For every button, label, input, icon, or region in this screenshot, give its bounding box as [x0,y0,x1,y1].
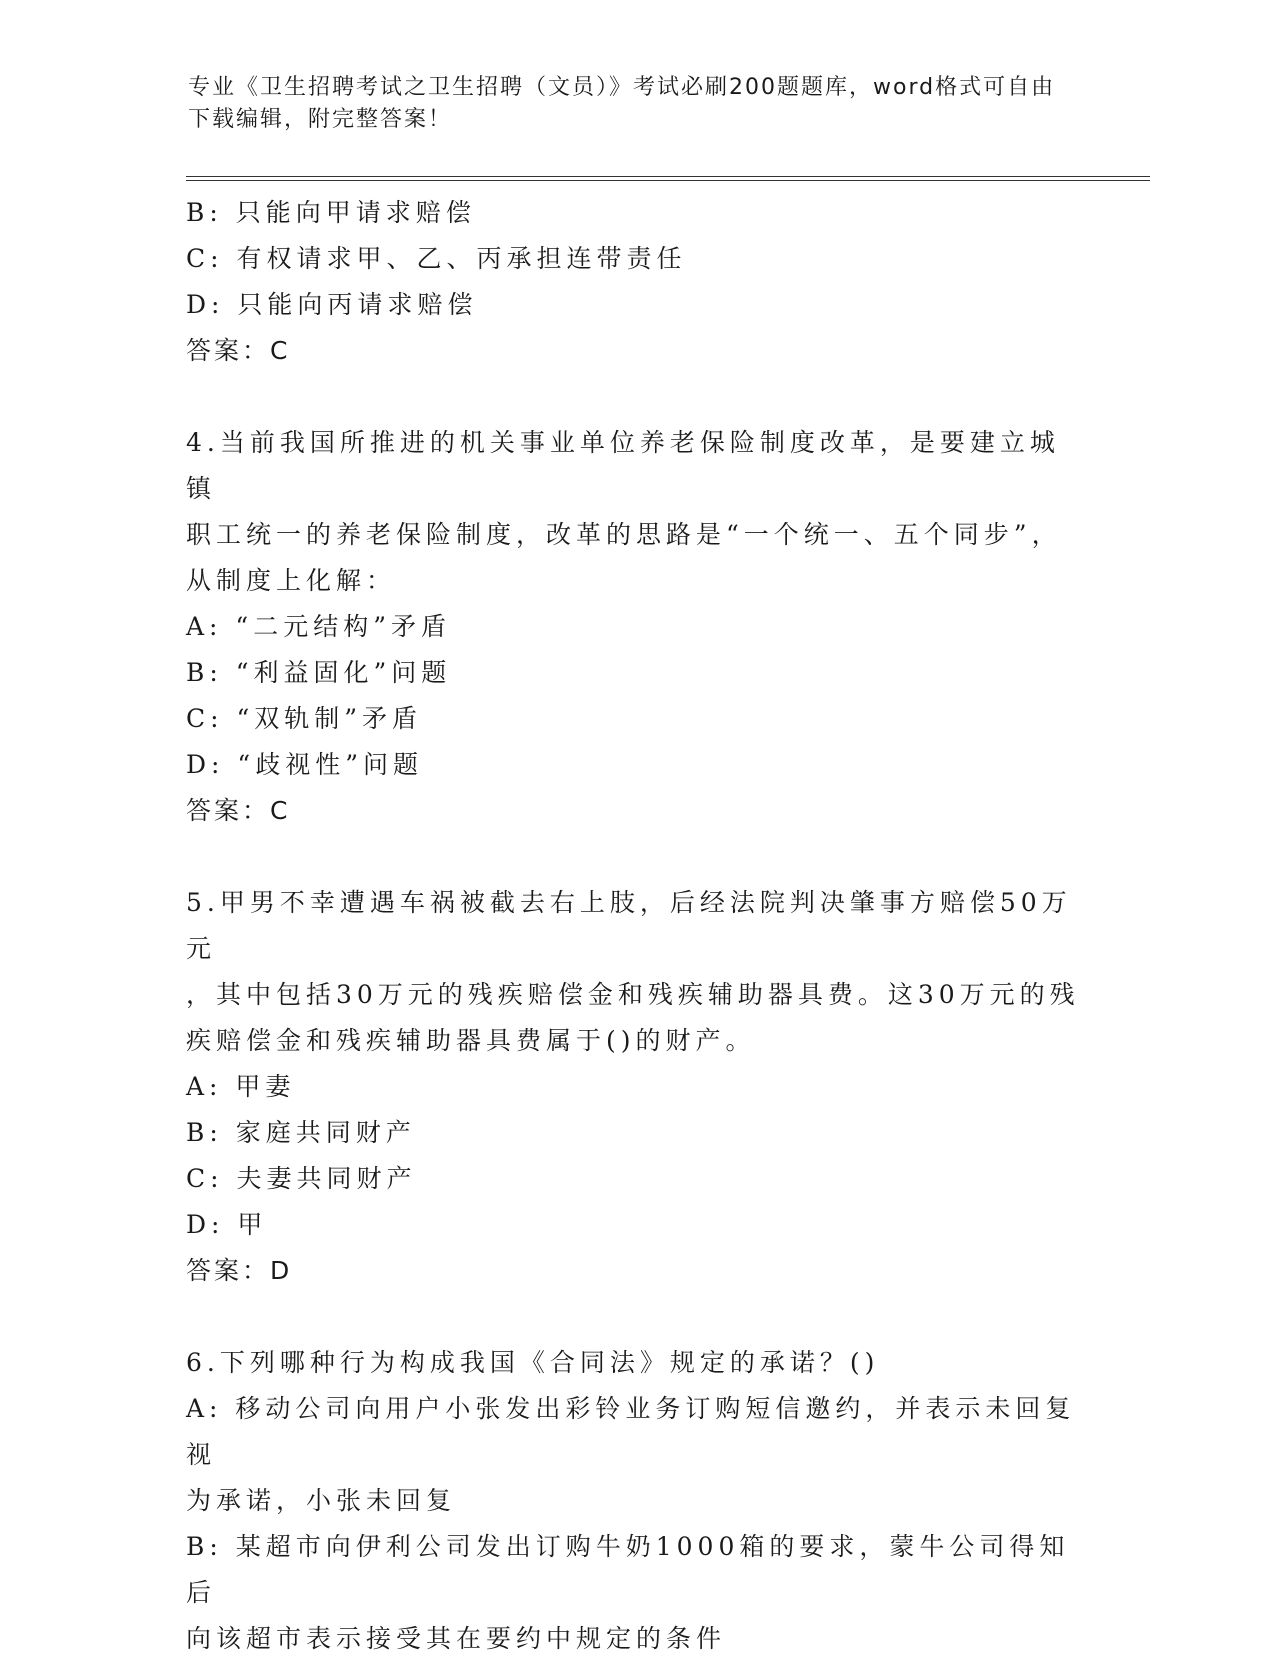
question-stem-line: 6.下列哪种行为构成我国《合同法》规定的承诺？() [186,1348,880,1377]
option-c: C: 有权请求甲、乙、丙承担连带责任 [186,244,687,273]
question-stem-line: 职工统一的养老保险制度，改革的思路是“一个统一、五个同步”， [186,520,1062,549]
option-c: C: 夫妻共同财产 [186,1164,417,1193]
question-4 [186,420,1086,834]
header-divider [186,176,1150,181]
option-c: C: “双轨制”矛盾 [186,704,423,733]
option-d: D: 甲 [186,1210,268,1239]
answer-line: 答案：C [186,796,291,825]
header-text: 专业《卫生招聘考试之卫生招聘（文员）》考试必刷200题题库，word格式可自由下载编辑，附完整答案！ [188,75,1056,132]
document-header [188,72,1068,136]
option-b: B: 某超市向伊利公司发出订购牛奶1000箱的要求，蒙牛公司得知后 [186,1532,1070,1607]
question-stem-line: 5.甲男不幸遭遇车祸被截去右上肢，后经法院判决肇事方赔偿50万元 [186,888,1072,963]
question-5 [186,880,1086,1294]
question-stem-line: 疾赔偿金和残疾辅助器具费属于()的财产。 [186,1026,756,1055]
option-a-continued: 为承诺，小张未回复 [186,1486,457,1515]
question-3-tail [186,190,1086,374]
option-d: D: 只能向丙请求赔偿 [186,290,478,319]
question-stem-line: ，其中包括30万元的残疾赔偿金和残疾辅助器具费。这30万元的残 [186,980,1080,1009]
option-d: D: “歧视性”问题 [186,750,423,779]
option-a: A: 甲妻 [186,1072,296,1101]
option-b: B: “利益固化”问题 [186,658,452,687]
option-a: A: “二元结构”矛盾 [186,612,451,641]
question-stem-line: 4.当前我国所推进的机关事业单位养老保险制度改革，是要建立城镇 [186,428,1060,503]
option-b: B: 家庭共同财产 [186,1118,416,1147]
option-b-continued: 向该超市表示接受其在要约中规定的条件 [186,1624,727,1653]
answer-line: 答案：D [186,1256,293,1285]
question-stem-line: 从制度上化解： [186,566,397,595]
answer-line: 答案：C [186,336,291,365]
option-b: B: 只能向甲请求赔偿 [186,198,476,227]
question-6 [186,1340,1086,1662]
option-a: A: 移动公司向用户小张发出彩铃业务订购短信邀约，并表示未回复视 [186,1394,1076,1469]
question-list [186,190,1086,1662]
